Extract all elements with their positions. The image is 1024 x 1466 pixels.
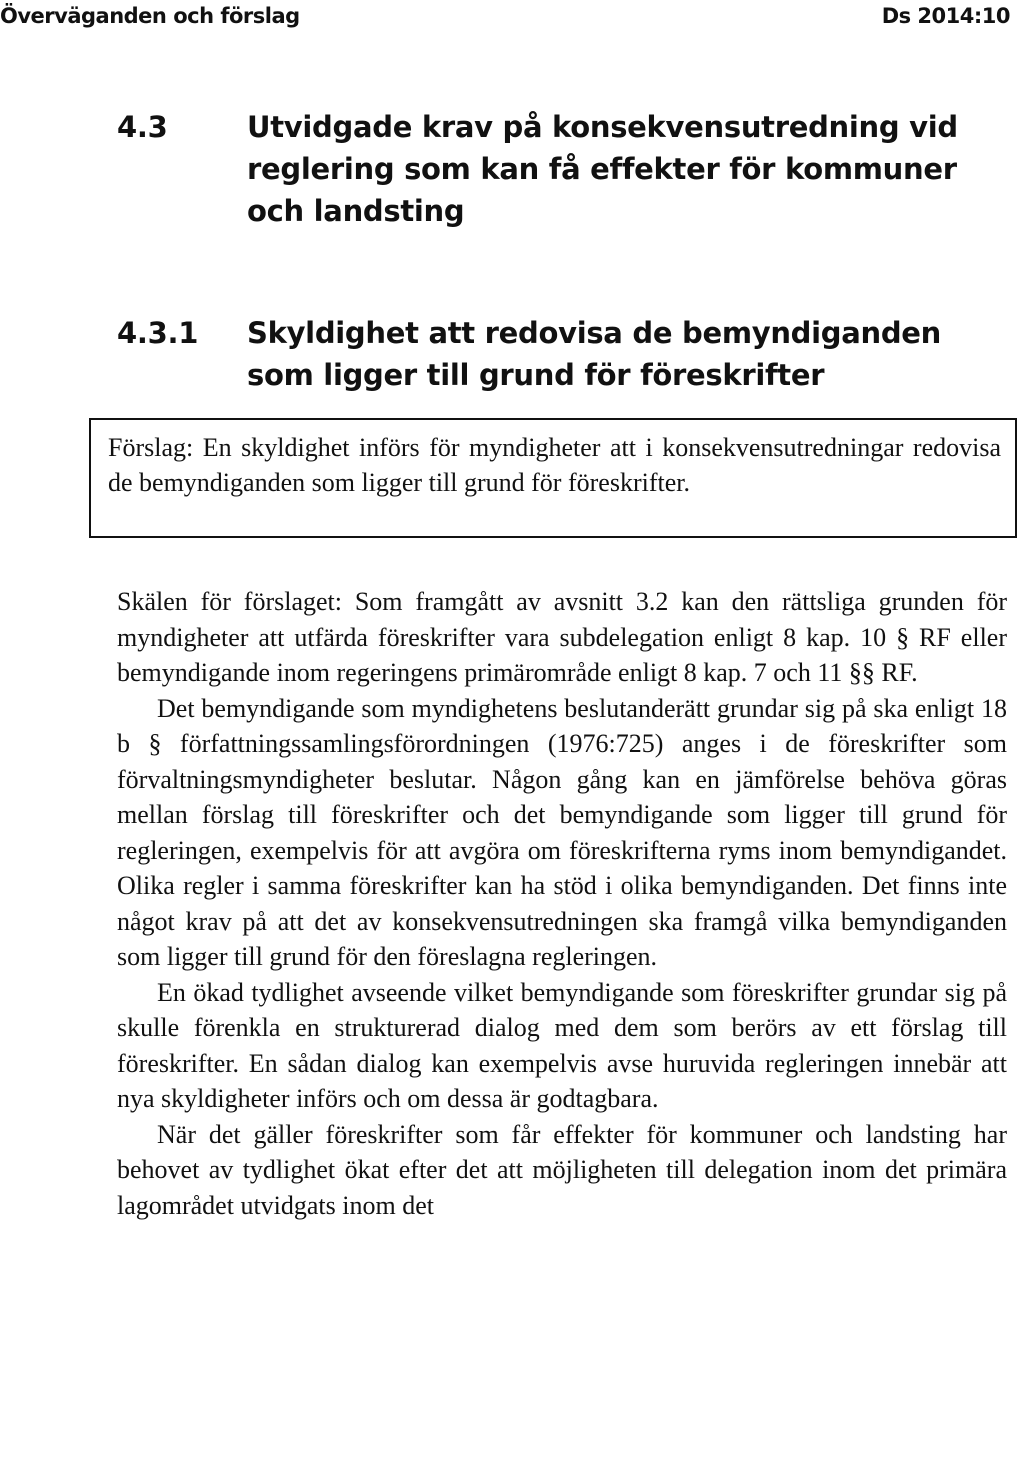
body-paragraph xyxy=(117,584,1007,691)
body-paragraph: Det bemyndigande som myndighetens beslutanderätt grundar sig på ska enligt 18 b § författningssamlingsförordningen (1976:725) anges i de föreskrifter som förvaltningsmyndigheter beslutar. Någon gång kan en jämförelse behöva göras mellan förslag till föreskrifter och det bemyndigande som ligger till grund för regleringen, exempelvis för att avgöra om föreskrifterna ryms inom bemyndigandet. Olika regler i samma föreskrifter kan ha stöd i olika bemyndiganden. Det finns inte något krav på att det av konsekvensutredningen ska framgå vilka bemyndiganden som ligger till grund för den föreslagna regleringen. xyxy=(117,693,1007,971)
proposal-text-block xyxy=(108,430,1001,500)
paragraph-text: Som framgått av avsnitt 3.2 kan den rättsliga grunden för myndigheter att utfärda föreskrifter vara subdelegation enligt 8 kap. 10 § RF eller bemyndigande inom regeringens primärområde enligt 8 kap. 7 och 11 §§ RF. xyxy=(117,587,1008,687)
proposal-text: En skyldighet införs för myndigheter att i konsekvensutredningar redovisa de bemyndiganden som ligger till grund för föreskrifter. xyxy=(108,433,1001,497)
section-heading xyxy=(117,106,997,236)
subsection-number: 4.3.1 xyxy=(117,316,199,350)
header-section-title: Överväganden och förslag xyxy=(0,4,300,28)
body-paragraph: När det gäller föreskrifter som får effekter för kommuner och landsting har behovet av tydlighet ökat efter det att möjligheten till delegation inom det primära lagområdet utvidgats inom det xyxy=(117,1119,1007,1220)
running-header xyxy=(0,4,1010,34)
subsection-heading xyxy=(117,312,997,402)
proposal-box xyxy=(89,418,1017,538)
body-paragraph: En ökad tydlighet avseende vilket bemyndigande som föreskrifter grundar sig på skulle förenkla en strukturerad dialog med dem som berörs av ett förslag till föreskrifter. En sådan dialog kan exempelvis avse huruvida regleringen innebär att nya skyldigheter införs och om dessa är godtagbara. xyxy=(117,977,1007,1113)
reasons-label: Skälen för förslaget: xyxy=(117,587,342,616)
proposal-label: Förslag: xyxy=(108,433,194,462)
subsection-title: Skyldighet att redovisa de bemyndiganden som ligger till grund för föreskrifter xyxy=(247,316,942,392)
header-document-id: Ds 2014:10 xyxy=(881,4,1010,28)
section-number: 4.3 xyxy=(117,110,168,144)
section-title: Utvidgade krav på konsekvensutredning vid reglering som kan få effekter för kommuner och landsting xyxy=(247,110,958,228)
body-text xyxy=(117,584,1007,1223)
